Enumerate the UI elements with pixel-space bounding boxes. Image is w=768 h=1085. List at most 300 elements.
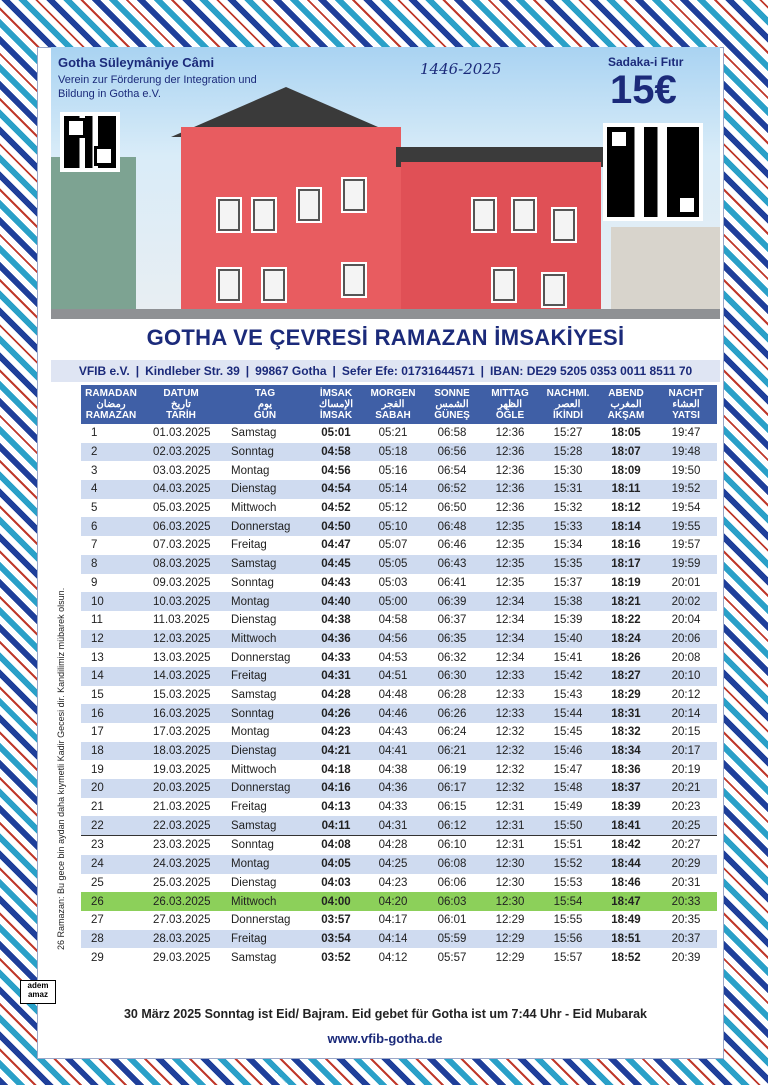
column-header — [221, 385, 309, 424]
info-divider: | — [480, 364, 485, 378]
table-cell: 15 — [81, 686, 141, 705]
table-cell: 04:58 — [363, 611, 423, 630]
info-org: VFIB e.V. — [78, 364, 130, 378]
column-header-line: رمضان — [96, 399, 126, 410]
table-cell: Donnerstag — [221, 779, 309, 798]
column-header-line: TARİH — [166, 410, 196, 421]
table-cell: 20:25 — [655, 816, 717, 835]
table-cell: 20.03.2025 — [141, 779, 221, 798]
column-header — [597, 385, 655, 424]
table-cell: 13.03.2025 — [141, 648, 221, 667]
table-cell: 05:07 — [363, 536, 423, 555]
table-cell: 25.03.2025 — [141, 874, 221, 893]
table-cell: 7 — [81, 536, 141, 555]
table-cell: 06:46 — [423, 536, 481, 555]
table-cell: 26 — [81, 892, 141, 911]
table-cell: 06:24 — [423, 723, 481, 742]
org-name: Gotha Süleymâniye Câmi — [58, 55, 215, 70]
table-cell: 15.03.2025 — [141, 686, 221, 705]
sadaka-value: 15€ — [610, 68, 677, 112]
column-header-line: İMSAK — [319, 388, 353, 399]
window — [216, 267, 242, 303]
table-cell: 18:44 — [597, 855, 655, 874]
table-cell: 14 — [81, 667, 141, 686]
table-cell: 06.03.2025 — [141, 517, 221, 536]
table-cell: 15:52 — [539, 855, 597, 874]
table-cell: 12:31 — [481, 798, 539, 817]
table-cell: 4 — [81, 480, 141, 499]
column-header — [539, 385, 597, 424]
table-cell: 18:07 — [597, 443, 655, 462]
table-cell: 04:28 — [363, 836, 423, 855]
table-cell: 04:25 — [363, 855, 423, 874]
table-cell: 04:47 — [309, 536, 363, 555]
table-cell: 15:48 — [539, 779, 597, 798]
table-cell: 20:19 — [655, 760, 717, 779]
table-cell: 23.03.2025 — [141, 836, 221, 855]
table-cell: 12:36 — [481, 499, 539, 518]
table-cell: 05:01 — [309, 424, 363, 443]
table-cell: 12:34 — [481, 611, 539, 630]
table-cell: 12:33 — [481, 704, 539, 723]
table-cell: 15:28 — [539, 443, 597, 462]
column-header-line: ÖĞLE — [495, 410, 525, 421]
table-cell: 05:05 — [363, 555, 423, 574]
table-cell: 12:36 — [481, 443, 539, 462]
table-cell: 04:43 — [363, 723, 423, 742]
table-cell: 18:32 — [597, 723, 655, 742]
table-cell: 04:31 — [363, 816, 423, 835]
table-cell: 20:29 — [655, 855, 717, 874]
table-cell: Montag — [221, 592, 309, 611]
table-cell: 12:30 — [481, 892, 539, 911]
table-row — [81, 892, 717, 911]
window — [541, 272, 567, 308]
neighbor-building-left — [51, 157, 136, 317]
table-cell: 06:19 — [423, 760, 481, 779]
column-header-line: تاريخ — [171, 399, 191, 410]
table-cell: 20:17 — [655, 742, 717, 761]
table-row — [81, 574, 717, 593]
table-cell: 21 — [81, 798, 141, 817]
table-cell: 18 — [81, 742, 141, 761]
table-row — [81, 611, 717, 630]
table-cell: 15:49 — [539, 798, 597, 817]
table-cell: 20:10 — [655, 667, 717, 686]
table-cell: 20:27 — [655, 836, 717, 855]
table-cell: 18:52 — [597, 948, 655, 967]
table-cell: 06:43 — [423, 555, 481, 574]
table-cell: Donnerstag — [221, 517, 309, 536]
table-cell: 04:03 — [309, 874, 363, 893]
table-cell: Samstag — [221, 424, 309, 443]
table-cell: 15:41 — [539, 648, 597, 667]
column-header-line: GÜNEŞ — [434, 410, 470, 421]
table-cell: 06:35 — [423, 630, 481, 649]
table-cell: 9 — [81, 574, 141, 593]
column-header-line: NACHT — [668, 388, 704, 399]
table-cell: 04:21 — [309, 742, 363, 761]
column-header-line: يوم — [257, 399, 273, 410]
table-cell: 15:32 — [539, 499, 597, 518]
table-cell: 03:52 — [309, 948, 363, 967]
org-subtitle: Verein zur Förderung der Integration und Bildung in Gotha e.V. — [58, 74, 257, 100]
table-row — [81, 443, 717, 462]
table-cell: 8 — [81, 555, 141, 574]
table-cell: 16.03.2025 — [141, 704, 221, 723]
table-cell: 11 — [81, 611, 141, 630]
table-cell: 20:35 — [655, 911, 717, 930]
table-cell: 23 — [81, 836, 141, 855]
table-cell: 04:14 — [363, 930, 423, 949]
table-row — [81, 874, 717, 893]
table-cell: 16 — [81, 704, 141, 723]
table-row — [81, 704, 717, 723]
table-cell: 06:01 — [423, 911, 481, 930]
table-cell: 15:55 — [539, 911, 597, 930]
table-cell: 05:16 — [363, 461, 423, 480]
table-cell: 06:10 — [423, 836, 481, 855]
table-cell: 17.03.2025 — [141, 723, 221, 742]
table-cell: 15:45 — [539, 723, 597, 742]
table-cell: Montag — [221, 855, 309, 874]
column-header-line: NACHMI. — [546, 388, 590, 399]
table-cell: 18:29 — [597, 686, 655, 705]
table-cell: 15:38 — [539, 592, 597, 611]
table-cell: 28 — [81, 930, 141, 949]
table-cell: Mittwoch — [221, 630, 309, 649]
table-cell: 18:37 — [597, 779, 655, 798]
column-header-line: DATUM — [163, 388, 199, 399]
window — [471, 197, 497, 233]
table-row — [81, 499, 717, 518]
table-cell: 12:33 — [481, 667, 539, 686]
table-cell: 18:11 — [597, 480, 655, 499]
table-cell: 04:12 — [363, 948, 423, 967]
table-cell: 04:18 — [309, 760, 363, 779]
table-cell: 12:32 — [481, 723, 539, 742]
table-cell: 20:01 — [655, 574, 717, 593]
table-cell: 04:11 — [309, 816, 363, 835]
table-cell: 18:51 — [597, 930, 655, 949]
table-cell: 25 — [81, 874, 141, 893]
table-cell: 06:03 — [423, 892, 481, 911]
column-header — [309, 385, 363, 424]
column-header — [655, 385, 717, 424]
column-header-line: الإمساك — [318, 399, 354, 410]
column-header-line: العصر — [555, 399, 581, 410]
table-cell: 06:39 — [423, 592, 481, 611]
table-cell: 05:14 — [363, 480, 423, 499]
table-cell: 12:36 — [481, 461, 539, 480]
table-cell: 04:46 — [363, 704, 423, 723]
table-cell: 06:48 — [423, 517, 481, 536]
table-cell: 19:47 — [655, 424, 717, 443]
column-header-line: الشمس — [435, 399, 469, 410]
column-header-line: SONNE — [434, 388, 470, 399]
website-link[interactable]: www.vfib-gotha.de — [310, 1031, 460, 1046]
table-cell: Freitag — [221, 798, 309, 817]
column-header — [81, 385, 141, 424]
table-row — [81, 630, 717, 649]
table-cell: 12.03.2025 — [141, 630, 221, 649]
table-cell: 04:54 — [309, 480, 363, 499]
table-cell: 24 — [81, 855, 141, 874]
column-header-line: الفجر — [381, 399, 405, 410]
table-cell: 20:08 — [655, 648, 717, 667]
table-row — [81, 517, 717, 536]
table-cell: 06:50 — [423, 499, 481, 518]
column-header-line: GÜN — [253, 410, 277, 421]
window — [251, 197, 277, 233]
column-header-line: AKŞAM — [607, 410, 645, 421]
table-cell: 20:39 — [655, 948, 717, 967]
table-cell: 12:34 — [481, 630, 539, 649]
table-row — [81, 855, 717, 874]
table-cell: 19:59 — [655, 555, 717, 574]
table-cell: 15:40 — [539, 630, 597, 649]
table-cell: 20:21 — [655, 779, 717, 798]
table-cell: 12:34 — [481, 648, 539, 667]
table-cell: 20:33 — [655, 892, 717, 911]
table-cell: 06:08 — [423, 855, 481, 874]
column-header-line: RAMAZAN — [85, 410, 137, 421]
table-cell: 03:57 — [309, 911, 363, 930]
table-row — [81, 461, 717, 480]
table-cell: 15:30 — [539, 461, 597, 480]
table-cell: 18:16 — [597, 536, 655, 555]
table-cell: 06:28 — [423, 686, 481, 705]
table-cell: 6 — [81, 517, 141, 536]
window — [261, 267, 287, 303]
table-cell: 12:36 — [481, 424, 539, 443]
table-cell: 03.03.2025 — [141, 461, 221, 480]
table-cell: 05:12 — [363, 499, 423, 518]
table-cell: 20:37 — [655, 930, 717, 949]
column-header — [363, 385, 423, 424]
road — [51, 309, 720, 319]
table-cell: 18:27 — [597, 667, 655, 686]
info-divider: | — [245, 364, 250, 378]
table-cell: 04:48 — [363, 686, 423, 705]
column-header-line: RAMADAN — [85, 388, 137, 399]
table-cell: Samstag — [221, 686, 309, 705]
table-row — [81, 555, 717, 574]
table-cell: Donnerstag — [221, 911, 309, 930]
table-cell: 13 — [81, 648, 141, 667]
table-cell: Mittwoch — [221, 892, 309, 911]
table-body — [81, 424, 717, 967]
column-header — [141, 385, 221, 424]
table-cell: 05.03.2025 — [141, 499, 221, 518]
table-cell: Freitag — [221, 930, 309, 949]
window — [296, 187, 322, 223]
table-cell: 18:39 — [597, 798, 655, 817]
table-cell: 15:31 — [539, 480, 597, 499]
table-cell: 12:34 — [481, 592, 539, 611]
table-cell: 15:43 — [539, 686, 597, 705]
year-label: 1446-2025 — [420, 60, 502, 78]
info-bar — [51, 360, 720, 382]
table-cell: 12:36 — [481, 480, 539, 499]
table-row — [81, 686, 717, 705]
table-cell: 18:46 — [597, 874, 655, 893]
table-cell: 12:30 — [481, 855, 539, 874]
table-row — [81, 930, 717, 949]
table-cell: 04:23 — [363, 874, 423, 893]
table-cell: 04:33 — [309, 648, 363, 667]
table-cell: 19:55 — [655, 517, 717, 536]
table-cell: 18:21 — [597, 592, 655, 611]
table-row — [81, 424, 717, 443]
table-cell: 11.03.2025 — [141, 611, 221, 630]
table-cell: 20:31 — [655, 874, 717, 893]
table-cell: 04:40 — [309, 592, 363, 611]
table-cell: 12:31 — [481, 836, 539, 855]
table-cell: 15:37 — [539, 574, 597, 593]
info-street: Kindleber Str. 39 — [145, 364, 240, 378]
info-iban: IBAN: DE29 5205 0353 0011 8511 70 — [490, 364, 693, 378]
table-row — [81, 723, 717, 742]
table-cell: 18:09 — [597, 461, 655, 480]
table-cell: 12:32 — [481, 760, 539, 779]
table-cell: 05:21 — [363, 424, 423, 443]
column-header-line: MORGEN — [370, 388, 416, 399]
window — [511, 197, 537, 233]
column-header-line: İKİNDİ — [553, 410, 583, 421]
table-cell: 22.03.2025 — [141, 816, 221, 835]
table-cell: 15:57 — [539, 948, 597, 967]
table-cell: 05:57 — [423, 948, 481, 967]
table-row — [81, 536, 717, 555]
table-cell: 05:18 — [363, 443, 423, 462]
table-cell: 24.03.2025 — [141, 855, 221, 874]
info-divider: | — [332, 364, 336, 378]
column-header-line: SABAH — [375, 410, 411, 421]
table-cell: 06:41 — [423, 574, 481, 593]
window — [341, 177, 367, 213]
table-cell: 06:58 — [423, 424, 481, 443]
table-cell: 14.03.2025 — [141, 667, 221, 686]
column-header-line: المغرب — [610, 399, 642, 410]
table-cell: 20:02 — [655, 592, 717, 611]
table-cell: Dienstag — [221, 611, 309, 630]
table-row — [81, 667, 717, 686]
table-cell: 09.03.2025 — [141, 574, 221, 593]
table-cell: 05:03 — [363, 574, 423, 593]
table-cell: 04:43 — [309, 574, 363, 593]
table-cell: 20:14 — [655, 704, 717, 723]
table-cell: 22 — [81, 816, 141, 835]
table-cell: 15:54 — [539, 892, 597, 911]
table-cell: 10.03.2025 — [141, 592, 221, 611]
side-note: 26 Ramazan: Bu gece bin aydan daha kıymetli Kadir Gecesi dir. Kandilimiz mübarek olsun. — [56, 587, 66, 950]
table-cell: 15:53 — [539, 874, 597, 893]
table-cell: 05:10 — [363, 517, 423, 536]
table-cell: 29.03.2025 — [141, 948, 221, 967]
table-row — [81, 760, 717, 779]
table-cell: 06:21 — [423, 742, 481, 761]
table-cell: 19.03.2025 — [141, 760, 221, 779]
table-cell: 20:12 — [655, 686, 717, 705]
table-header-row — [81, 385, 717, 424]
table-cell: 15:51 — [539, 836, 597, 855]
table-cell: 3 — [81, 461, 141, 480]
table-cell: 15:39 — [539, 611, 597, 630]
table-cell: 06:06 — [423, 874, 481, 893]
table-cell: 04:53 — [363, 648, 423, 667]
table-row — [81, 648, 717, 667]
table-cell: Freitag — [221, 536, 309, 555]
column-header-line: MITTAG — [491, 388, 529, 399]
table-cell: 04:23 — [309, 723, 363, 742]
table-cell: 18:05 — [597, 424, 655, 443]
table-cell: 15:44 — [539, 704, 597, 723]
table-cell: 20 — [81, 779, 141, 798]
info-divider: | — [135, 364, 140, 378]
table-cell: 15:27 — [539, 424, 597, 443]
table-cell: 12:35 — [481, 517, 539, 536]
column-header — [481, 385, 539, 424]
table-cell: Sonntag — [221, 443, 309, 462]
table-cell: 18:24 — [597, 630, 655, 649]
table-cell: 15:42 — [539, 667, 597, 686]
table-cell: 18:42 — [597, 836, 655, 855]
table-cell: 15:47 — [539, 760, 597, 779]
table-cell: 29 — [81, 948, 141, 967]
table-cell: 12:29 — [481, 911, 539, 930]
table-cell: 04:45 — [309, 555, 363, 574]
table-cell: 15:34 — [539, 536, 597, 555]
table-cell: 06:52 — [423, 480, 481, 499]
column-header-line: YATSI — [672, 410, 700, 421]
table-cell: 19:50 — [655, 461, 717, 480]
table-cell: 19:52 — [655, 480, 717, 499]
eid-note: 30 März 2025 Sonntag ist Eid/ Bajram. Eid gebet für Gotha ist um 7:44 Uhr - Eid Mubarak — [123, 1007, 648, 1021]
table-cell: 1 — [81, 424, 141, 443]
window — [341, 262, 367, 298]
table-cell: Freitag — [221, 667, 309, 686]
designer-logo: adem amaz — [20, 980, 56, 1004]
table-row — [81, 742, 717, 761]
table-cell: 04:33 — [363, 798, 423, 817]
column-header-line: الظهر — [497, 399, 523, 410]
table-cell: 04:36 — [363, 779, 423, 798]
table-cell: 06:56 — [423, 443, 481, 462]
table-cell: 18:36 — [597, 760, 655, 779]
table-cell: 02.03.2025 — [141, 443, 221, 462]
table-cell: 18.03.2025 — [141, 742, 221, 761]
table-cell: 06:12 — [423, 816, 481, 835]
table-cell: Mittwoch — [221, 499, 309, 518]
table-cell: 06:32 — [423, 648, 481, 667]
table-cell: 20:23 — [655, 798, 717, 817]
table-cell: 04:28 — [309, 686, 363, 705]
table-cell: Samstag — [221, 948, 309, 967]
table-cell: 19 — [81, 760, 141, 779]
table-cell: 06:54 — [423, 461, 481, 480]
table-cell: 26.03.2025 — [141, 892, 221, 911]
table-cell: 19:57 — [655, 536, 717, 555]
table-cell: 04:50 — [309, 517, 363, 536]
table-cell: 12 — [81, 630, 141, 649]
table-cell: 15:56 — [539, 930, 597, 949]
table-cell: 04:31 — [309, 667, 363, 686]
table-cell: 17 — [81, 723, 141, 742]
table-row — [81, 911, 717, 930]
table-row — [81, 592, 717, 611]
table-cell: 06:17 — [423, 779, 481, 798]
